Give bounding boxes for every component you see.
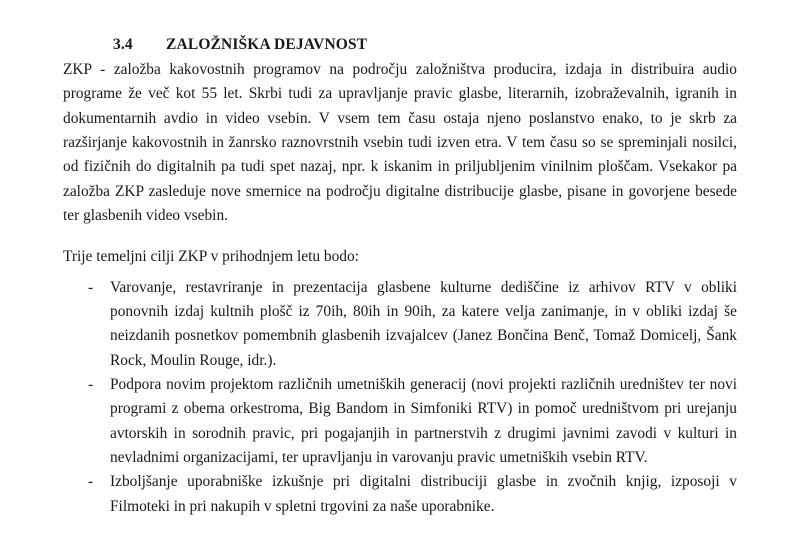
dash-marker-icon: -: [88, 473, 94, 491]
list-item-text: Varovanje, restavriranje in prezentacija glasbene kulturne dediščine iz arhivov RTV v obliki ponovnih izdaj kultnih plošč iz 70ih, 80ih in 90ih, za katere velja zanimanje, in v obliki izdaj še neizdanih posnetkov pomembnih glasbenih izvajalcev (Janez Bončina Benč, Tomaž Domicelj, Šank Rock, Moulin Rouge, idr.).: [110, 278, 737, 369]
document-body: [63, 58, 737, 519]
section-title: ZALOŽNIŠKA DEJAVNOST: [166, 35, 368, 53]
list-item-text: Izboljšanje uporabniške izkušnje pri digitalni distribuciji glasbe in zvočnih knjig, izposoji v Filmoteki in pri nakupih v spletni trgovini za naše uporabnike.: [110, 473, 737, 515]
goals-lead-in: Trije temeljni cilji ZKP v prihodnjem letu bodo:: [63, 248, 359, 266]
dash-marker-icon: -: [88, 375, 94, 393]
intro-paragraph: ZKP - založba kakovostnih programov na področju založništva producira, izdaja in distribuira audio programe že več kot 55 let. Skrbi tudi za upravljanje pravic glasbe, literarnih, izobraževalnih, igranih in dokumentarnih avdio in video vsebin. V vsem tem času ostaja njeno poslanstvo enako, to je skrb za razširjanje kakovostnih in žanrsko raznovrstnih vsebin tudi izven etra. V tem času so se spreminjali nosilci, od fizičnih do digitalnih pa tudi spet nazaj, npr. k iskanim in priljubljenim vinilnim ploščam. Vsekakor pa založba ZKP zasleduje nove smernice na področju digitalne distribucije glasbe, pisane in govorjene besede ter glasbenih video vsebin.: [63, 61, 737, 224]
list-item: [63, 276, 737, 373]
section-heading: [113, 35, 737, 54]
list-item-text: Podpora novim projektom različnih umetniških generacij (novi projekti različnih uredništev ter novi programi z obema orkestroma, Big Bandom in Simfoniki RTV) in pomoč uredništvom pri urejanju avtorskih in sorodnih pravic, pri pogajanjih in partnerstvih z drugimi javnimi zavodi v kulturi in nevladnimi organizacijami, ter upravljanju in varovanju pravic umetniških vsebin RTV.: [110, 375, 737, 466]
dash-marker-icon: -: [88, 278, 94, 296]
list-item: [63, 470, 737, 519]
section-number: 3.4: [113, 35, 133, 53]
goals-list: [63, 276, 737, 519]
list-item: [63, 373, 737, 470]
